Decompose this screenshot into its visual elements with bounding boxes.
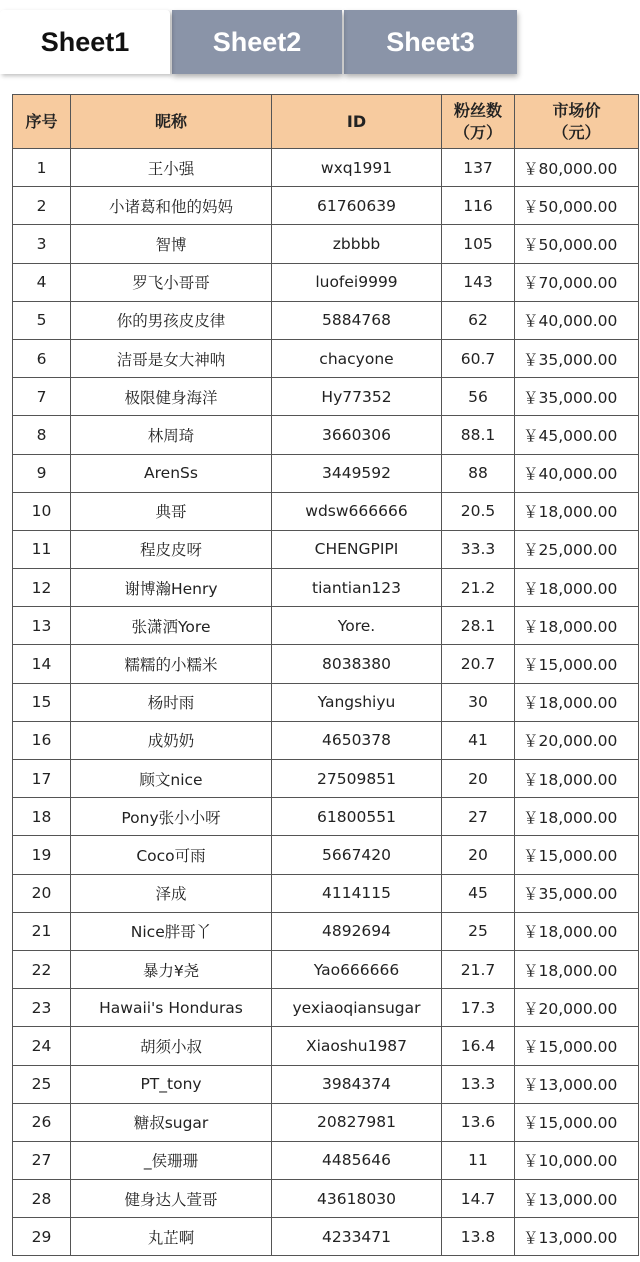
cell-nickname[interactable]: 顾文nice <box>71 760 272 798</box>
cell-id[interactable]: 3449592 <box>272 454 442 492</box>
table-row <box>13 1027 639 1065</box>
table-row <box>13 416 639 454</box>
cell-nickname[interactable]: 泽成 <box>71 874 272 912</box>
cell-price[interactable]: ￥10,000.00 <box>515 1141 639 1179</box>
cell-fans[interactable]: 20.5 <box>442 492 515 530</box>
cell-index[interactable]: 28 <box>13 1180 71 1218</box>
table-row <box>13 492 639 530</box>
cell-fans[interactable]: 21.2 <box>442 569 515 607</box>
cell-index[interactable]: 21 <box>13 912 71 950</box>
cell-price[interactable]: ￥18,000.00 <box>515 950 639 988</box>
cell-price[interactable]: ￥50,000.00 <box>515 187 639 225</box>
cell-nickname[interactable]: 糯糯的小糯米 <box>71 645 272 683</box>
header-id[interactable]: ID <box>272 95 442 149</box>
cell-id[interactable]: 4892694 <box>272 912 442 950</box>
cell-nickname[interactable]: 杨时雨 <box>71 683 272 721</box>
cell-nickname[interactable]: 胡须小叔 <box>71 1027 272 1065</box>
header-fans[interactable] <box>442 95 515 149</box>
cell-price[interactable]: ￥20,000.00 <box>515 989 639 1027</box>
cell-price[interactable]: ￥18,000.00 <box>515 569 639 607</box>
cell-nickname[interactable]: Pony张小小呀 <box>71 798 272 836</box>
cell-fans[interactable]: 33.3 <box>442 530 515 568</box>
cell-price[interactable]: ￥35,000.00 <box>515 874 639 912</box>
cell-index[interactable]: 18 <box>13 798 71 836</box>
header-nickname[interactable]: 昵称 <box>71 95 272 149</box>
cell-fans[interactable]: 20 <box>442 836 515 874</box>
cell-id[interactable]: 43618030 <box>272 1180 442 1218</box>
table-row <box>13 378 639 416</box>
cell-fans[interactable]: 137 <box>442 149 515 187</box>
cell-index[interactable]: 23 <box>13 989 71 1027</box>
cell-nickname[interactable]: 小诸葛和他的妈妈 <box>71 187 272 225</box>
header-price-line2: （元） <box>552 122 601 142</box>
sheet-tab-bar <box>0 0 640 82</box>
table-row <box>13 989 639 1027</box>
tab-sheet1[interactable]: Sheet1 <box>0 10 170 74</box>
cell-index[interactable]: 25 <box>13 1065 71 1103</box>
table-row <box>13 607 639 645</box>
cell-price[interactable]: ￥40,000.00 <box>515 454 639 492</box>
cell-nickname[interactable]: 暴力¥尧 <box>71 950 272 988</box>
cell-id[interactable]: Yangshiyu <box>272 683 442 721</box>
table-row <box>13 1103 639 1141</box>
cell-index[interactable]: 29 <box>13 1218 71 1256</box>
table-row <box>13 1180 639 1218</box>
cell-nickname[interactable]: 智博 <box>71 225 272 263</box>
table-row <box>13 454 639 492</box>
cell-fans[interactable]: 25 <box>442 912 515 950</box>
cell-fans[interactable]: 143 <box>442 263 515 301</box>
cell-nickname[interactable]: 谢博瀚Henry <box>71 569 272 607</box>
cell-price[interactable]: ￥18,000.00 <box>515 912 639 950</box>
table-row <box>13 301 639 339</box>
cell-nickname[interactable]: PT_tony <box>71 1065 272 1103</box>
data-table-container <box>12 94 638 1256</box>
cell-fans[interactable]: 88.1 <box>442 416 515 454</box>
cell-index[interactable]: 20 <box>13 874 71 912</box>
cell-index[interactable]: 7 <box>13 378 71 416</box>
cell-index[interactable]: 6 <box>13 339 71 377</box>
cell-index[interactable]: 10 <box>13 492 71 530</box>
cell-price[interactable]: ￥15,000.00 <box>515 1027 639 1065</box>
cell-index[interactable]: 4 <box>13 263 71 301</box>
table-row <box>13 760 639 798</box>
cell-nickname[interactable]: Coco可雨 <box>71 836 272 874</box>
cell-id[interactable]: 61760639 <box>272 187 442 225</box>
cell-id[interactable]: tiantian123 <box>272 569 442 607</box>
cell-index[interactable]: 27 <box>13 1141 71 1179</box>
cell-index[interactable]: 14 <box>13 645 71 683</box>
cell-index[interactable]: 8 <box>13 416 71 454</box>
cell-index[interactable]: 13 <box>13 607 71 645</box>
cell-fans[interactable]: 60.7 <box>442 339 515 377</box>
cell-fans[interactable]: 45 <box>442 874 515 912</box>
cell-id[interactable]: 20827981 <box>272 1103 442 1141</box>
tab-sheet3[interactable]: Sheet3 <box>344 10 517 74</box>
header-fans-line2: （万） <box>453 122 502 142</box>
cell-fans[interactable]: 56 <box>442 378 515 416</box>
cell-nickname[interactable]: 你的男孩皮皮律 <box>71 301 272 339</box>
cell-price[interactable]: ￥25,000.00 <box>515 530 639 568</box>
cell-price[interactable]: ￥18,000.00 <box>515 798 639 836</box>
table-row <box>13 339 639 377</box>
header-price[interactable] <box>515 95 639 149</box>
cell-id[interactable]: 5884768 <box>272 301 442 339</box>
cell-index[interactable]: 9 <box>13 454 71 492</box>
cell-nickname[interactable]: 洁哥是女大神呐 <box>71 339 272 377</box>
cell-fans[interactable]: 30 <box>442 683 515 721</box>
header-fans-line1: 粉丝数 <box>453 100 502 120</box>
cell-id[interactable]: CHENGPIPI <box>272 530 442 568</box>
cell-id[interactable]: Hy77352 <box>272 378 442 416</box>
cell-nickname[interactable]: 丸芷啊 <box>71 1218 272 1256</box>
cell-nickname[interactable]: 健身达人萱哥 <box>71 1180 272 1218</box>
cell-price[interactable]: ￥15,000.00 <box>515 645 639 683</box>
cell-nickname[interactable]: ArenSs <box>71 454 272 492</box>
cell-price[interactable]: ￥35,000.00 <box>515 378 639 416</box>
table-row <box>13 1065 639 1103</box>
cell-id[interactable]: luofei9999 <box>272 263 442 301</box>
cell-id[interactable]: Yao666666 <box>272 950 442 988</box>
table-row <box>13 721 639 759</box>
cell-nickname[interactable]: 程皮皮呀 <box>71 530 272 568</box>
cell-fans[interactable]: 27 <box>442 798 515 836</box>
cell-id[interactable]: 8038380 <box>272 645 442 683</box>
cell-id[interactable]: wxq1991 <box>272 149 442 187</box>
table-row <box>13 645 639 683</box>
cell-index[interactable]: 3 <box>13 225 71 263</box>
cell-nickname[interactable]: 张潇洒Yore <box>71 607 272 645</box>
cell-price[interactable]: ￥50,000.00 <box>515 225 639 263</box>
cell-nickname[interactable]: 典哥 <box>71 492 272 530</box>
cell-price[interactable]: ￥35,000.00 <box>515 339 639 377</box>
cell-index[interactable]: 12 <box>13 569 71 607</box>
table-row <box>13 225 639 263</box>
cell-price[interactable]: ￥20,000.00 <box>515 721 639 759</box>
cell-fans[interactable]: 16.4 <box>442 1027 515 1065</box>
cell-index[interactable]: 16 <box>13 721 71 759</box>
cell-price[interactable]: ￥70,000.00 <box>515 263 639 301</box>
cell-fans[interactable]: 21.7 <box>442 950 515 988</box>
cell-fans[interactable]: 13.3 <box>442 1065 515 1103</box>
header-index[interactable]: 序号 <box>13 95 71 149</box>
table-row <box>13 912 639 950</box>
cell-index[interactable]: 15 <box>13 683 71 721</box>
cell-price[interactable]: ￥18,000.00 <box>515 760 639 798</box>
cell-index[interactable]: 17 <box>13 760 71 798</box>
cell-fans[interactable]: 62 <box>442 301 515 339</box>
cell-price[interactable]: ￥13,000.00 <box>515 1065 639 1103</box>
cell-id[interactable]: Yore. <box>272 607 442 645</box>
table-row <box>13 950 639 988</box>
cell-id[interactable]: zbbbb <box>272 225 442 263</box>
cell-nickname[interactable]: 成奶奶 <box>71 721 272 759</box>
cell-id[interactable]: chacyone <box>272 339 442 377</box>
cell-id[interactable]: 61800551 <box>272 798 442 836</box>
cell-nickname[interactable]: _侯珊珊 <box>71 1141 272 1179</box>
cell-index[interactable]: 11 <box>13 530 71 568</box>
table-row <box>13 683 639 721</box>
cell-id[interactable]: yexiaoqiansugar <box>272 989 442 1027</box>
cell-fans[interactable]: 13.8 <box>442 1218 515 1256</box>
table-row <box>13 836 639 874</box>
cell-id[interactable]: 27509851 <box>272 760 442 798</box>
cell-fans[interactable]: 13.6 <box>442 1103 515 1141</box>
cell-id[interactable]: 3984374 <box>272 1065 442 1103</box>
cell-price[interactable]: ￥45,000.00 <box>515 416 639 454</box>
cell-id[interactable]: wdsw666666 <box>272 492 442 530</box>
table-row <box>13 263 639 301</box>
cell-fans[interactable]: 14.7 <box>442 1180 515 1218</box>
cell-fans[interactable]: 28.1 <box>442 607 515 645</box>
cell-index[interactable]: 22 <box>13 950 71 988</box>
cell-index[interactable]: 5 <box>13 301 71 339</box>
cell-nickname[interactable]: Hawaii's Honduras <box>71 989 272 1027</box>
cell-fans[interactable]: 11 <box>442 1141 515 1179</box>
cell-fans[interactable]: 116 <box>442 187 515 225</box>
cell-id[interactable]: 4233471 <box>272 1218 442 1256</box>
cell-index[interactable]: 26 <box>13 1103 71 1141</box>
cell-price[interactable]: ￥40,000.00 <box>515 301 639 339</box>
cell-fans[interactable]: 17.3 <box>442 989 515 1027</box>
cell-price[interactable]: ￥13,000.00 <box>515 1218 639 1256</box>
cell-nickname[interactable]: 王小强 <box>71 149 272 187</box>
cell-fans[interactable]: 20 <box>442 760 515 798</box>
cell-index[interactable]: 19 <box>13 836 71 874</box>
cell-nickname[interactable]: 林周琦 <box>71 416 272 454</box>
table-row <box>13 874 639 912</box>
cell-id[interactable]: Xiaoshu1987 <box>272 1027 442 1065</box>
cell-id[interactable]: 3660306 <box>272 416 442 454</box>
table-body <box>13 149 639 1256</box>
cell-price[interactable]: ￥18,000.00 <box>515 492 639 530</box>
cell-price[interactable]: ￥18,000.00 <box>515 683 639 721</box>
cell-nickname[interactable]: 糖叔sugar <box>71 1103 272 1141</box>
cell-price[interactable]: ￥15,000.00 <box>515 1103 639 1141</box>
cell-fans[interactable]: 20.7 <box>442 645 515 683</box>
cell-id[interactable]: 4114115 <box>272 874 442 912</box>
cell-price[interactable]: ￥15,000.00 <box>515 836 639 874</box>
table-row <box>13 530 639 568</box>
table-row <box>13 187 639 225</box>
cell-fans[interactable]: 105 <box>442 225 515 263</box>
table-row <box>13 569 639 607</box>
tab-sheet2[interactable]: Sheet2 <box>172 10 342 74</box>
cell-index[interactable]: 1 <box>13 149 71 187</box>
cell-price[interactable]: ￥18,000.00 <box>515 607 639 645</box>
cell-nickname[interactable]: Nice胖哥丫 <box>71 912 272 950</box>
cell-nickname[interactable]: 极限健身海洋 <box>71 378 272 416</box>
table-header-row <box>13 95 639 149</box>
cell-index[interactable]: 2 <box>13 187 71 225</box>
cell-fans[interactable]: 88 <box>442 454 515 492</box>
table-row <box>13 149 639 187</box>
cell-id[interactable]: 4650378 <box>272 721 442 759</box>
table-row <box>13 798 639 836</box>
cell-index[interactable]: 24 <box>13 1027 71 1065</box>
cell-fans[interactable]: 41 <box>442 721 515 759</box>
cell-price[interactable]: ￥13,000.00 <box>515 1180 639 1218</box>
cell-id[interactable]: 4485646 <box>272 1141 442 1179</box>
cell-price[interactable]: ￥80,000.00 <box>515 149 639 187</box>
table-row <box>13 1218 639 1256</box>
header-price-line1: 市场价 <box>552 100 601 120</box>
influencer-table <box>12 94 639 1256</box>
cell-id[interactable]: 5667420 <box>272 836 442 874</box>
table-row <box>13 1141 639 1179</box>
cell-nickname[interactable]: 罗飞小哥哥 <box>71 263 272 301</box>
